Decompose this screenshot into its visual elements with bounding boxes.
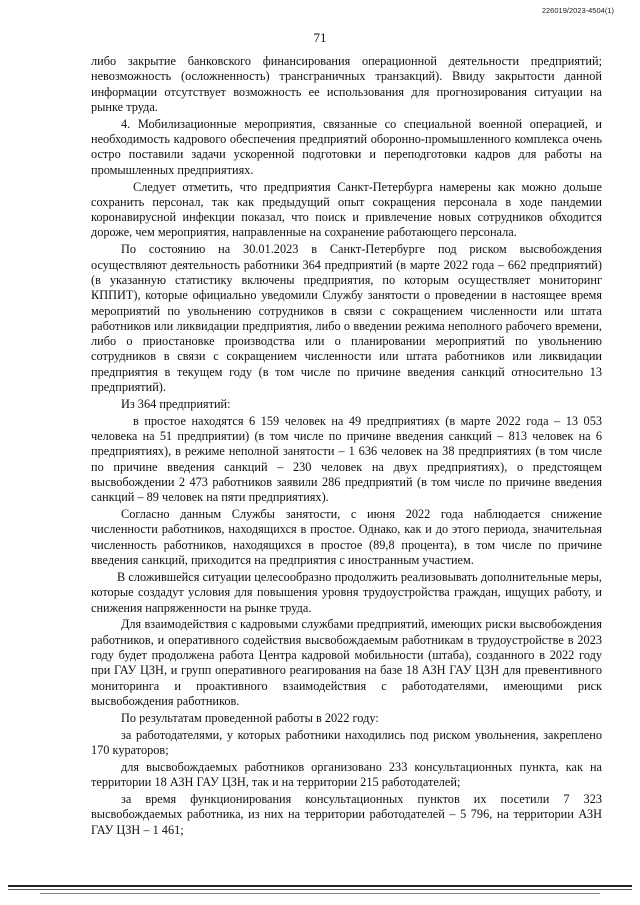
scan-edge-line — [40, 893, 600, 894]
paragraph: Из 364 предприятий: — [121, 396, 231, 411]
page-body — [91, 54, 602, 840]
paragraph: Для взаимодействия с кадровыми службами предприятий, имеющих риски высвобождения работников, и оперативного содействия высвобождаемым работникам в трудоустройстве в 2023 году будет продолжена работа Центра кадровой мобильности (штаба), созданного в 2022 году при ГАУ ЦЗН, и групп оперативного реагирования на базе 18 АЗН ГАУ ЦЗН для превентивного мониторинга и проактивного взаимодействия с работодателями, имеющими риск высвобождения работников. — [91, 617, 602, 708]
paragraph: 4. Мобилизационные мероприятия, связанные со специальной военной операцией, и необходимость кадрового обеспечения предприятий оборонно-промышленного комплекса очень остро поставили задачи ускоренной подготовки и переподготовки кадров для работы на промышленных предприятиях. — [91, 116, 602, 177]
page-number: 71 — [313, 30, 327, 45]
list-item: в простое находятся 6 159 человек на 49 предприятиях (в марте 2022 года – 13 053 человека на 51 предприятии) (в том числе по причине введения санкций – 813 человек на 6 предприятиях), в режиме неполной занятости – 1 636 человек на 38 предприятиях (в том числе по причине введения санкций – 230 человек на двух предприятиях), о предстоящем высвобождении 2 473 работников заявили 286 предприятий (в том числе по причине введения санкций – 89 человек на пяти предприятиях). — [91, 413, 602, 505]
paragraph: По результатам проведенной работы в 2022 году: — [121, 710, 379, 725]
paragraph: Следует отметить, что предприятия Санкт-Петербурга намерены как можно дольше сохранить персонал, так как предыдущий опыт сокращения персонала в ходе пандемии коронавирусной инфекции показал, что поиск и привлечение новых сотрудников обходится дороже, чем мероприятия, направленные на сохранение работающего персонала. — [91, 179, 602, 240]
scan-edge-line — [8, 889, 632, 890]
scan-edge-line — [8, 885, 632, 887]
list-item: для высвобождаемых работников организовано 233 консультационных пункта, как на территории 18 АЗН ГАУ ЦЗН, так и на территории 215 работодателей; — [91, 759, 602, 790]
paragraph: В сложившейся ситуации целесообразно продолжить реализовывать дополнительные меры, которые создадут условия для повышения уровня трудоустройства граждан, ищущих работу, и снижения напряженности на рынке труда. — [91, 569, 602, 615]
paragraph: Согласно данным Службы занятости, с июня 2022 года наблюдается снижение численности работников, находящихся в простое. Однако, как и до этого периода, значительная численность работников, находящихся в простое (89,8 процента), в том числе по причине введения санкций, приходится на предприятия с иностранным участием. — [91, 507, 602, 568]
document-id: 226019/2023-4504(1) — [541, 6, 614, 15]
paragraph: По состоянию на 30.01.2023 в Санкт-Петербурге под риском высвобождения осуществляют деятельность работники 364 предприятий (в марте 2022 года – 662 предприятий) (в указанную статистику включены предприятия, по которым осуществляет мониторинг КППИТ), которые официально уведомили Службу занятости о проведении в настоящее время мероприятий по увольнению сотрудников в связи с сокращением численности или штата работников или ликвидации предприятия, либо о введении режима неполного рабочего времени, либо о приостановке производства или о планировании мероприятий по увольнению сотрудников в связи с сокращением численности или штата работников или ликвидации предприятия в текущем году (в том числе по причине введения санкций относительно 13 предприятий). — [91, 242, 602, 395]
paragraph: либо закрытие банковского финансирования операционной деятельности предприятий; невозможность (осложненность) трансграничных транзакций). Ввиду закрытости данной информации отсутствует возможность ее использования для прогнозирования ситуации на рынке труда. — [91, 54, 602, 114]
list-item: за время функционирования консультационных пунктов их посетили 7 323 высвобождаемых работника, из них на территории работодателей – 5 796, на территории АЗН ГАУ ЦЗН – 1 461; — [91, 792, 602, 837]
list-item: за работодателями, у которых работники находились под риском увольнения, закреплено 170 кураторов; — [91, 727, 602, 757]
